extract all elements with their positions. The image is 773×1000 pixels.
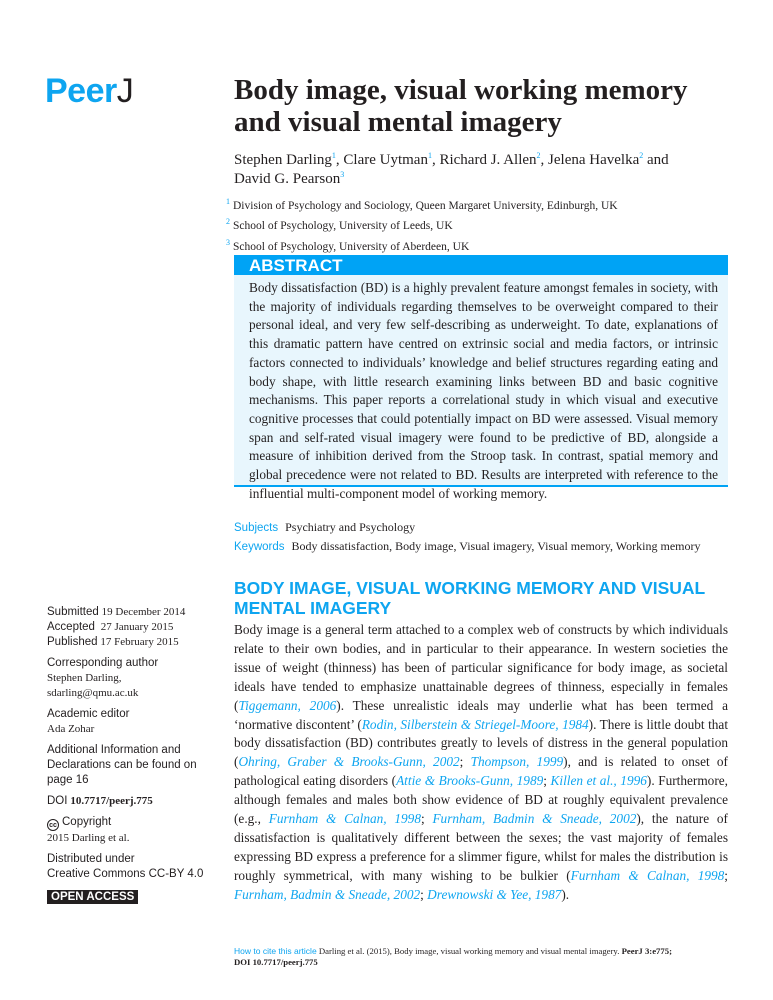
copyright-block xyxy=(47,815,227,846)
license-link[interactable]: Creative Commons CC-BY 4.0 xyxy=(47,868,204,880)
how-to-cite-label: How to cite this article xyxy=(234,946,317,956)
corresponding-author-label: Corresponding author xyxy=(47,657,159,669)
subjects-label: Subjects xyxy=(234,522,279,534)
doi-label: DOI xyxy=(47,795,68,807)
author-name: Stephen Darling xyxy=(234,152,332,168)
submitted-label: Submitted xyxy=(47,606,99,618)
subjects-value: Psychiatry and Psychology xyxy=(285,520,416,534)
citation-journal: PeerJ 3:e775; xyxy=(621,946,672,956)
keywords-value: Body dissatisfaction, Body image, Visual imagery, Visual memory, Working memory xyxy=(291,539,701,553)
doi-row xyxy=(47,794,227,809)
additional-info-note: Additional Information and Declarations can be found on page 16 xyxy=(47,744,197,786)
how-to-cite-footer xyxy=(234,946,734,968)
affiliation-text: School of Psychology, University of Aberdeen, UK xyxy=(233,240,470,253)
author-list: Stephen Darling$^1$, Clare Uytman$^1$, Richard J. Allen$^2$, Jelena Havelka$^2$ and David G. Pearson$^3$ xyxy=(234,151,669,187)
citation-link[interactable]: Attie & Brooks-Gunn, 1989 xyxy=(396,773,544,789)
affiliation-item xyxy=(226,235,726,255)
license-block xyxy=(47,852,227,882)
article-info-sidebar xyxy=(47,605,227,904)
academic-editor-block xyxy=(47,707,227,737)
affiliation-item xyxy=(226,214,726,234)
corresponding-author-block xyxy=(47,656,227,701)
article-title: Body image, visual working memory and visual mental imagery xyxy=(234,74,688,138)
affiliation-item xyxy=(226,194,726,214)
accepted-label: Accepted xyxy=(47,621,95,633)
body-paragraph: Body image is a general term attached to a complex web of constructs by which individuals relate to their own bodies, and in particular to their appearance. In western societies the issue of weight (thinness) has been of particular significance for body image, as societal ideals have tended to emphasize unattainable degrees of thinness, especially in females (Tiggemann, 2006). These unrealistic ideals may underlie what has been termed a ‘normative discontent’ (Rodin, Silberstein & Striegel-Moore, 1984). There is little doubt that body dissatisfaction (BD) contributes greatly to levels of distress in the general population (Ohring, Graber & Brooks-Gunn, 2002; Thompson, 1999), and is related to onset of pathological eating disorders (Attie & Brooks-Gunn, 1989; Killen et al., 1996). Furthermore, although females and males both show evidence of BD at roughly equivalent prevalence (e.g., Furnham & Calnan, 1998; Furnham, Badmin & Sneade, 2002), the nature of dissatisfaction is qualitatively different between the sexes; the vast majority of females expressing BD express a preference for a slimmer figure, whilst for males the distribution is roughly symmetrical, with many wishing to be bulkier (Furnham & Calnan, 1998; Furnham, Badmin & Sneade, 2002; Drewnowski & Yee, 1987). xyxy=(234,622,729,902)
author-name: David G. Pearson xyxy=(234,171,341,187)
published-date: 17 February 2015 xyxy=(100,636,179,648)
license-line-1: Distributed under xyxy=(47,853,135,865)
submitted-date: 19 December 2014 xyxy=(101,606,186,618)
copyright-label: Copyright xyxy=(62,816,112,828)
citation-link[interactable]: Killen et al., 1996 xyxy=(550,773,647,789)
logo-suffix: J xyxy=(116,72,134,110)
academic-editor-name: Ada Zohar xyxy=(47,723,95,735)
abstract-heading: ABSTRACT xyxy=(234,255,728,275)
corresponding-author-email[interactable]: sdarling@qmu.ac.uk xyxy=(47,687,139,699)
affiliation-number: 3 xyxy=(226,237,230,247)
citation-link[interactable]: Drewnowski & Yee, 1987 xyxy=(427,886,562,902)
citation-link[interactable]: Furnham & Calnan, 1998 xyxy=(570,867,725,883)
citation-link[interactable]: Furnham & Calnan, 1998 xyxy=(268,811,421,827)
affiliation-marker: 3 xyxy=(340,170,345,179)
affiliation-marker: 2 xyxy=(536,151,541,160)
citation-link[interactable]: Furnham, Badmin & Sneade, 2002 xyxy=(432,811,637,827)
affiliation-list xyxy=(226,194,726,255)
submitted-row xyxy=(47,605,227,620)
published-label: Published xyxy=(47,636,98,648)
citation-doi[interactable]: DOI 10.7717/peerj.775 xyxy=(234,957,318,967)
citation-link[interactable]: Tiggemann, 2006 xyxy=(238,697,337,713)
copyright-value: 2015 Darling et al. xyxy=(47,832,130,844)
citation-link[interactable]: Ohring, Graber & Brooks-Gunn, 2002 xyxy=(238,754,460,770)
author-name: Jelena Havelka xyxy=(548,152,640,168)
subjects-keywords xyxy=(234,518,700,556)
section-heading: BODY IMAGE, VISUAL WORKING MEMORY AND VISUAL MENTAL IMAGERY xyxy=(234,578,705,618)
author-name: Richard J. Allen xyxy=(439,152,537,168)
affiliation-text: Division of Psychology and Sociology, Queen Margaret University, Edinburgh, UK xyxy=(233,199,618,212)
creative-commons-icon: cc xyxy=(47,819,59,831)
abstract-text: Body dissatisfaction (BD) is a highly prevalent feature amongst females in society, with the majority of individuals regarding themselves to be overweight compared to their personal ideal, and very few self-describing as underweight. To date, explanations of this dramatic pattern have centred on extrinsic social and media factors, or intrinsic factors connected to individuals’ knowledge and belief structures regarding eating and body shape, with little research examining links between BD and basic cognitive mechanisms. This paper reports a correlational study in which visual and executive cognitive processes that could potentially impact on BD were assessed. Visual memory span and self-rated visual imagery were found to be predictive of BD, alongside a measure of inhibition derived from the Stroop task. In contrast, spatial memory and global precedence were not related to BD. Results are interpreted with reference to the influential multi-component model of working memory. xyxy=(234,275,728,487)
citation-text: Darling et al. (2015), Body image, visual working memory and visual mental imagery. xyxy=(318,946,620,956)
open-access-badge: OPEN ACCESS xyxy=(47,890,138,904)
keywords-label: Keywords xyxy=(234,541,285,553)
doi-value[interactable]: 10.7717/peerj.775 xyxy=(70,795,153,807)
affiliation-text: School of Psychology, University of Leeds, UK xyxy=(233,220,453,233)
peerj-logo xyxy=(45,72,133,111)
affiliation-marker: 2 xyxy=(639,151,644,160)
affiliation-number: 1 xyxy=(226,197,230,206)
accepted-row xyxy=(47,620,227,635)
affiliation-marker: 1 xyxy=(427,151,432,160)
affiliation-number: 2 xyxy=(226,217,230,227)
subjects-row xyxy=(234,518,700,537)
affiliation-marker: 1 xyxy=(331,151,336,160)
accepted-date: 27 January 2015 xyxy=(100,621,174,633)
corresponding-author-name: Stephen Darling, xyxy=(47,672,122,684)
citation-link[interactable]: Thompson, 1999 xyxy=(470,754,564,770)
logo-main: Peer xyxy=(45,72,117,110)
keywords-row xyxy=(234,537,700,556)
citation-link[interactable]: Rodin, Silberstein & Striegel-Moore, 1984 xyxy=(361,716,589,732)
abstract-box xyxy=(234,255,728,501)
academic-editor-label: Academic editor xyxy=(47,708,130,720)
published-row xyxy=(47,635,227,650)
author-name: Clare Uytman xyxy=(343,152,428,168)
citation-link[interactable]: Furnham, Badmin & Sneade, 2002 xyxy=(234,886,421,902)
